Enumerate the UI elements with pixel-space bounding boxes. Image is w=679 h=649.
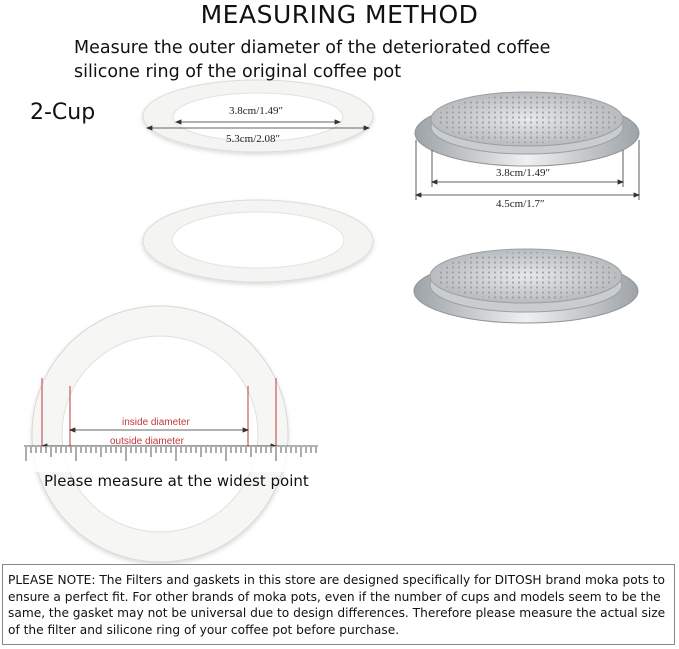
gasket-outer-dimension: 5.3cm/2.08″ [226,133,281,145]
subtitle [74,36,634,84]
measure-instruction: Please measure at the widest point [44,472,309,490]
inside-diameter-label: inside diameter [122,417,190,428]
gasket-middle [143,200,373,282]
filter-bottom [414,249,638,323]
filter-top [415,92,639,166]
subtitle-line-1: Measure the outer diameter of the deteriorated coffee [74,38,551,58]
filter-outer-dimension: 4.5cm/1.7″ [496,198,545,210]
outside-diameter-label: outside diameter [110,436,184,447]
gasket-inner-dimension: 3.8cm/1.49″ [229,105,284,117]
filter-inner-dimension: 3.8cm/1.49″ [496,167,551,179]
page-title: MEASURING METHOD [200,0,479,29]
ruler [24,446,318,472]
subtitle-line-2: silicone ring of the original coffee pot [74,62,402,82]
purchase-note: PLEASE NOTE: The Filters and gaskets in this store are designed specifically for DITOSH brand moka pots to ensure a perfect fit. For other brands of moka pots, even if the number of cups and models seem to be the same, the gasket may not be universal due to design differences. Therefore please measure the actual size of the filter and silicone ring of your coffee pot before purchase. [2,564,675,645]
cup-size-label: 2-Cup [30,100,96,125]
